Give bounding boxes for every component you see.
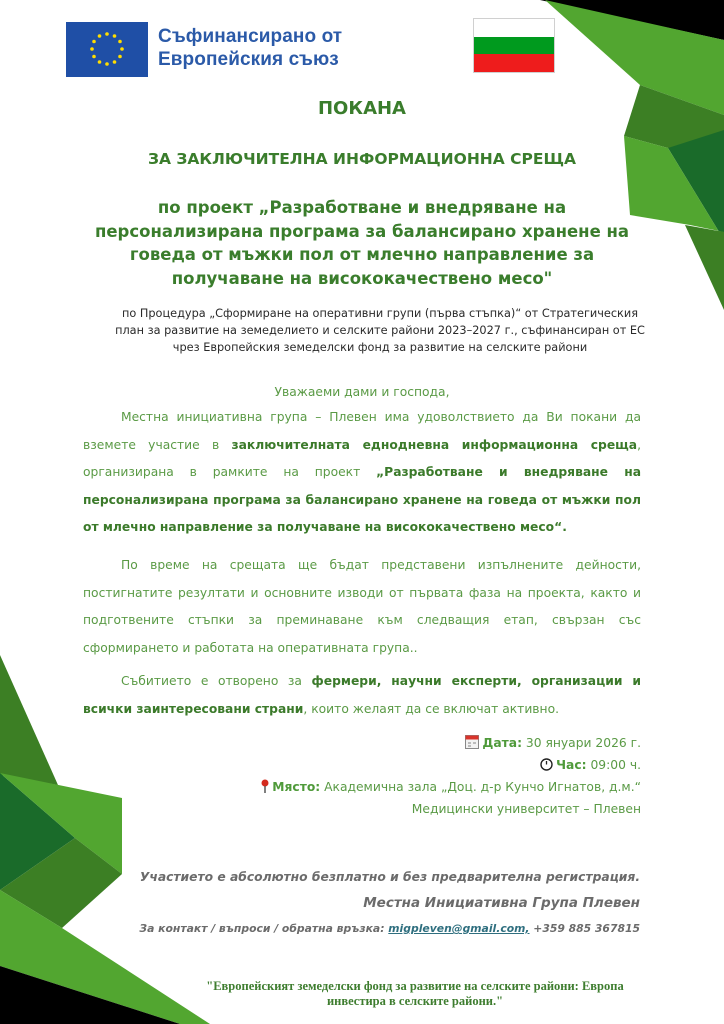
time-label: Час: bbox=[556, 758, 587, 772]
date-label: Дата: bbox=[482, 736, 522, 750]
bulgarian-flag-icon bbox=[473, 18, 555, 73]
p3-text-c: , които желаят да се включат активно. bbox=[303, 701, 560, 716]
calendar-icon bbox=[465, 735, 479, 755]
greeting: Уважаеми дами и господа, bbox=[274, 385, 450, 399]
date-value: 30 януари 2026 г. bbox=[522, 736, 641, 750]
paragraph-invitation bbox=[83, 404, 641, 542]
decor-midgreen-right-tail bbox=[685, 225, 724, 310]
paragraph-agenda bbox=[83, 552, 641, 662]
decor-midgreen-left bbox=[0, 655, 58, 785]
event-details bbox=[261, 733, 641, 819]
procedure-text: по Процедура „Сформиране на оперативни групи (първа стъпка)“ от Стратегическия план за развитие на земеделието и селските райони 2023–2027 г., съфинансиран от ЕС чрез Европейския земеделски фонд за развитие на селските райони bbox=[115, 307, 645, 354]
paragraph-audience bbox=[83, 668, 641, 723]
time-row bbox=[261, 755, 641, 777]
place-value-line-2: Медицински университет – Плевен bbox=[411, 802, 641, 816]
invitation-title: ПОКАНА bbox=[317, 98, 406, 119]
flag-stripe-green bbox=[474, 37, 554, 55]
p1-text-c: , организирана в рамките на проект bbox=[83, 437, 641, 479]
place-value: Академична зала „Доц. д-р Кунчо Игнатов, д.м.“ bbox=[320, 780, 641, 794]
p3-text-a: Събитието е отворено за bbox=[121, 674, 312, 688]
contact-email-link[interactable]: migpleven@gmail.com, bbox=[388, 922, 530, 935]
place-label: Място: bbox=[272, 780, 321, 794]
cofunded-line-1: Съфинансирано от bbox=[158, 26, 343, 47]
time-value: 09:00 ч. bbox=[586, 758, 641, 772]
date-row bbox=[261, 733, 641, 755]
clock-icon bbox=[540, 757, 553, 777]
flag-stripe-white bbox=[474, 19, 554, 37]
p3-bold-audience: фермери, научни експерти, организации и всички заинтересовани страни bbox=[83, 674, 641, 716]
p1-text-a: Местна инициативна група – Плевен има удоволствието да Ви покани да вземете участие в bbox=[83, 410, 641, 452]
cofunded-line-2: Европейския съюз bbox=[158, 49, 339, 70]
invitation-subtitle: ЗА ЗАКЛЮЧИТЕЛНА ИНФОРМАЦИОННА СРЕЩА bbox=[147, 150, 577, 168]
eafrd-slogan: "Европейският земеделски фонд за развитие на селските райони: Европа инвестира в селските райони." bbox=[206, 979, 624, 1008]
contact-line bbox=[139, 922, 640, 935]
p1-bold-event: заключителната еднодневна информационна среща bbox=[231, 437, 638, 452]
place-row bbox=[261, 777, 641, 799]
eu-flag-icon bbox=[66, 22, 148, 77]
p2-text: По време на срещата ще бъдат представени изпълнените дейности, постигнатите резултати и основните изводи от първата фаза на проекта, както и подготвените стъпки за преминаване към следващия етап, свързан със сформирането и работата на оперативната група.. bbox=[83, 558, 641, 655]
p1-bold-project: „Разработване и внедряване на персонализирана програма за балансирано хранене на говеда от мъжки пол от млечно направление за получаване на висококачествено месо“. bbox=[83, 465, 641, 534]
contact-label: За контакт / въпроси / обратна връзка: bbox=[139, 922, 389, 935]
project-title: по проект „Разработване и внедряване на персонализирана програма за балансирано хранене на говеда от мъжки пол от млечно направление за получаване на висококачествено месо" bbox=[94, 198, 630, 288]
organizer-name: Местна Инициативна Група Плевен bbox=[363, 895, 640, 911]
flag-stripe-red bbox=[474, 54, 554, 72]
pushpin-icon bbox=[261, 779, 269, 799]
free-participation-note: Участието е абсолютно безплатно и без предварителна регистрация. bbox=[139, 870, 640, 884]
contact-phone: +359 885 367815 bbox=[529, 922, 640, 935]
cofunded-by-eu-label bbox=[158, 25, 342, 71]
